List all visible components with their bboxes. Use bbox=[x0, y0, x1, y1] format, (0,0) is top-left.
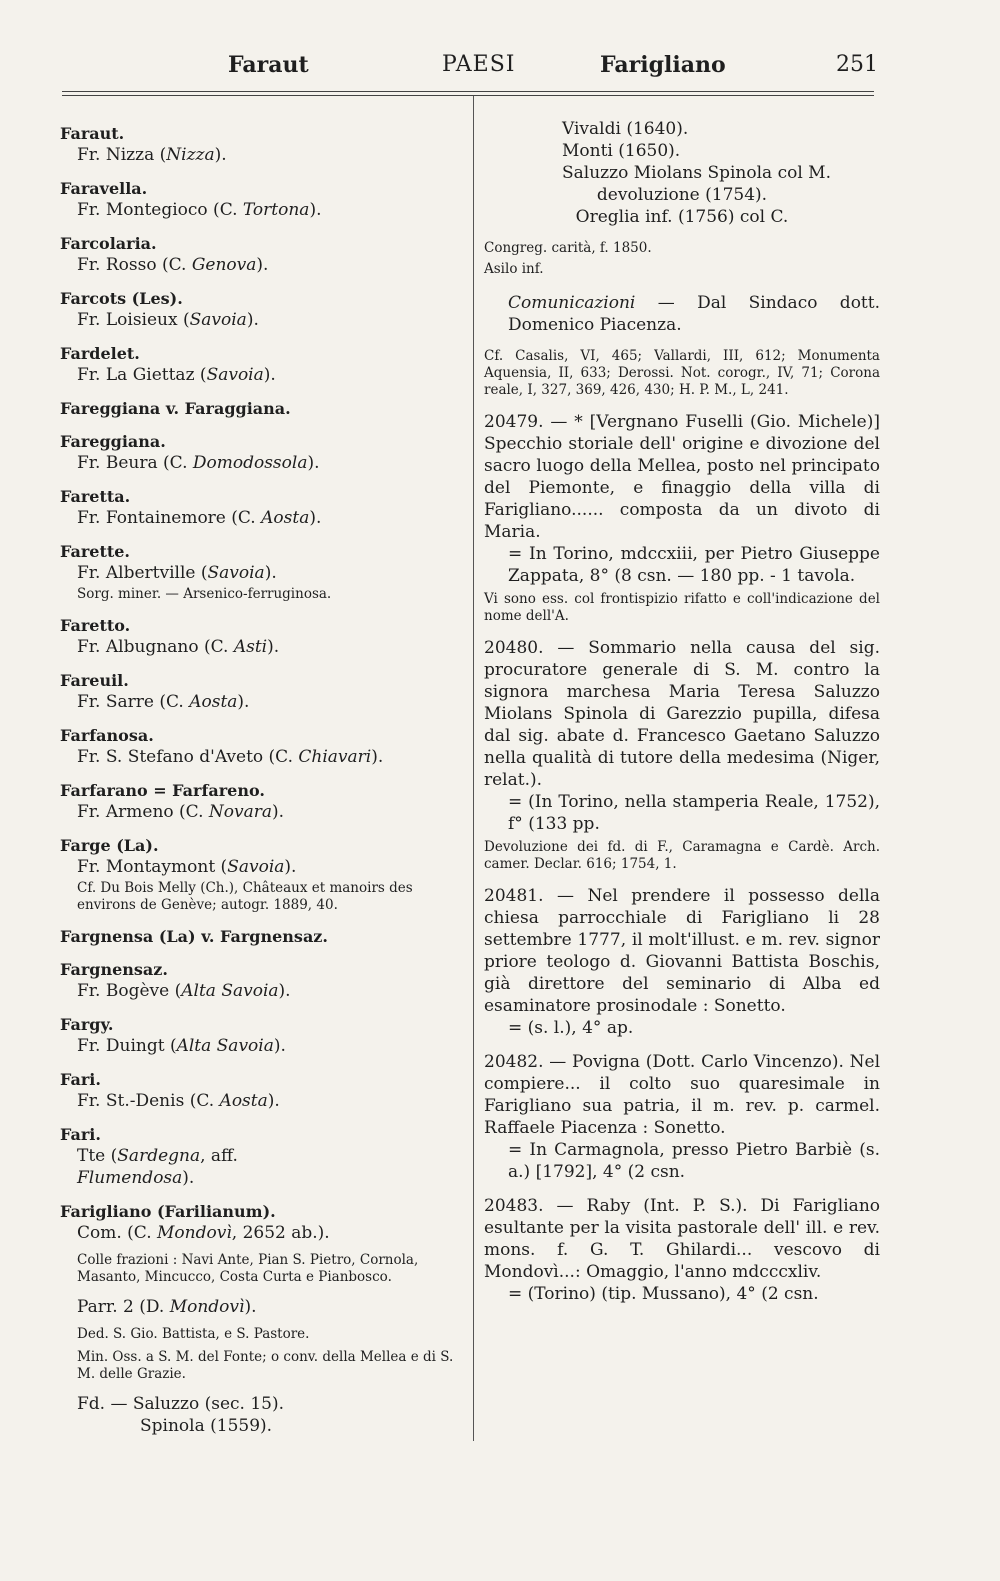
left-column bbox=[60, 124, 468, 1450]
entry-head: Farette. bbox=[60, 542, 130, 561]
item-number: 20483. bbox=[484, 1196, 544, 1216]
entry-line: Fr. Fontainemore (C. Aosta). bbox=[77, 508, 322, 528]
asilo: Asilo inf. bbox=[484, 261, 544, 277]
item-description: — * [Vergnano Fuselli (Gio. Michele)] Specchio storiale dell' origine e divozione del sacro luogo della Mellea, posto nel principato del Piemonte, e finaggio della villa di Farigliano...... composta da un divoto di Maria. bbox=[484, 412, 881, 542]
entry-line: Fr. St.-Denis (C. Aosta). bbox=[77, 1091, 280, 1111]
entry-line: Fr. Montaymont (Savoia). bbox=[77, 857, 297, 877]
congregazione: Congreg. carità, f. 1850. bbox=[484, 240, 652, 256]
entry-head: Fareuil. bbox=[60, 671, 129, 690]
gazetteer-entry bbox=[60, 927, 468, 947]
entry-head: Fari. bbox=[60, 1125, 101, 1144]
entry-head: Faraut. bbox=[60, 124, 125, 143]
header-left-term: Faraut bbox=[228, 52, 309, 78]
entry-line: Fr. Duingt (Alta Savoia). bbox=[77, 1036, 286, 1056]
item-number: 20480. bbox=[484, 638, 544, 658]
gazetteer-entry bbox=[60, 960, 468, 1002]
gazetteer-entry bbox=[60, 836, 468, 914]
entry-head: Faravella. bbox=[60, 179, 148, 198]
gazetteer-entry bbox=[60, 726, 468, 768]
entry-head: Farge (La). bbox=[60, 836, 159, 855]
entry-line: Fr. Sarre (C. Aosta). bbox=[77, 692, 250, 712]
gazetteer-entries bbox=[60, 124, 468, 1189]
item-text bbox=[484, 885, 880, 1017]
bibliographic-reference: Cf. Casalis, VI, 465; Vallardi, III, 612; Monumenta Aquensia, II, 633; Derossi. Not. corogr., IV, 71; Corona reale, I, 327, 369, 426, 430; H. P. M., L, 241. bbox=[484, 348, 880, 398]
item-text bbox=[484, 1195, 880, 1283]
entry-head: Fardelet. bbox=[60, 344, 140, 363]
entry-head: Fargnensaz. bbox=[60, 960, 168, 979]
entry-line: Fr. Bogève (Alta Savoia). bbox=[77, 981, 291, 1001]
entry-head: Fargnensa (La) v. Fargnensaz. bbox=[60, 927, 328, 946]
gazetteer-entry bbox=[60, 344, 468, 386]
item-description: — Sommario nella causa del sig. procuratore generale di S. M. contro la signora marchesa Maria Teresa Saluzzo Miolans Spinola di Garezzio pupilla, difesa dal sig. abate d. Francesco Gaetano Saluzzo nella qualità di tutore della medesima (Niger, relat.). bbox=[484, 638, 880, 790]
entry-line: Fr. Rosso (C. Genova). bbox=[77, 255, 269, 275]
gazetteer-entry bbox=[60, 1015, 468, 1057]
comunicazioni bbox=[484, 292, 880, 336]
comunicazioni-label: Comunicazioni bbox=[508, 293, 636, 313]
entry-frazioni: Colle frazioni : Navi Ante, Pian S. Pietro, Cornola, Masanto, Mincucco, Costa Curta e Pianbosco. bbox=[77, 1252, 419, 1285]
entry-farigliano bbox=[60, 1202, 468, 1437]
entry-note: Sorg. miner. — Arsenico-ferruginosa. bbox=[77, 586, 332, 602]
column-divider bbox=[473, 96, 474, 1441]
item-number: 20482. bbox=[484, 1052, 544, 1072]
entry-line: Flumendosa). bbox=[77, 1168, 195, 1188]
entry-head: Fareggiana. bbox=[60, 432, 166, 451]
entry-com-line: Com. (C. Mondovì, 2652 ab.). bbox=[77, 1223, 330, 1243]
item-imprint: = In Torino, mdccxiii, per Pietro Giuseppe Zappata, 8° (8 csn. — 180 pp. - 1 tavola. bbox=[508, 544, 880, 586]
entry-head: Farcots (Les). bbox=[60, 289, 183, 308]
entry-head: Fareggiana v. Faraggiana. bbox=[60, 399, 291, 418]
page-number: 251 bbox=[836, 52, 878, 77]
entry-feudo-2: Spinola (1559). bbox=[140, 1416, 273, 1436]
feudatario-line: Monti (1650). bbox=[562, 141, 681, 161]
feudatario-line: Oreglia inf. (1756) col C. bbox=[575, 207, 789, 227]
item-text bbox=[484, 411, 880, 543]
catalogue-item bbox=[484, 411, 880, 625]
gazetteer-entry bbox=[60, 399, 468, 419]
entry-line: Tte (Sardegna, aff. bbox=[77, 1146, 238, 1166]
feudatario-line: devoluzione (1754). bbox=[596, 185, 768, 205]
item-note: Vi sono ess. col frontispizio rifatto e coll'indicazione del nome dell'A. bbox=[484, 591, 880, 624]
item-description: — Povigna (Dott. Carlo Vincenzo). Nel compiere... il colto suo quaresimale in Farigliano sua patria, il m. rev. p. carmel. Raffaele Piacenza : Sonetto. bbox=[484, 1052, 881, 1138]
item-imprint: = In Carmagnola, presso Pietro Barbiè (s. a.) [1792], 4° (2 csn. bbox=[508, 1140, 880, 1182]
header-rule bbox=[62, 91, 874, 92]
gazetteer-entry bbox=[60, 234, 468, 276]
gazetteer-entry bbox=[60, 1070, 468, 1112]
entry-line: Fr. Albugnano (C. Asti). bbox=[77, 637, 280, 657]
catalogue-items bbox=[484, 411, 880, 1305]
entry-line: Fr. Loisieux (Savoia). bbox=[77, 310, 259, 330]
entry-line: Fr. Nizza (Nizza). bbox=[77, 145, 227, 165]
feudatari-list bbox=[484, 118, 880, 228]
item-description: — Nel prendere il possesso della chiesa parrocchiale di Farigliano li 28 settembre 1777, il molt'illust. e m. rev. signor priore teologo d. Giovanni Battista Boschis, già direttore del seminario di Alba ed esaminatore prosinodale : Sonetto. bbox=[484, 886, 880, 1016]
item-description: — Raby (Int. P. S.). Di Farigliano esultante per la visita pastorale dell' ill. e rev. mons. f. G. T. Ghilardi... vescovo di Mondovì...: Omaggio, l'anno mdcccxliv. bbox=[484, 1196, 880, 1282]
entry-head: Faretto. bbox=[60, 616, 131, 635]
entry-parr-line: Parr. 2 (D. Mondovì). bbox=[77, 1297, 257, 1317]
catalogue-item bbox=[484, 885, 880, 1039]
entry-line: Fr. Albertville (Savoia). bbox=[77, 563, 277, 583]
entry-line: Fr. Armeno (C. Novara). bbox=[77, 802, 285, 822]
gazetteer-entry bbox=[60, 671, 468, 713]
item-note: Devoluzione dei fd. di F., Caramagna e Cardè. Arch. camer. Declar. 616; 1754, 1. bbox=[484, 839, 880, 872]
entry-line: Fr. Beura (C. Domodossola). bbox=[77, 453, 320, 473]
entry-head: Farfarano = Farfareno. bbox=[60, 781, 265, 800]
feudatario-line: Saluzzo Miolans Spinola col M. bbox=[562, 163, 831, 183]
header-rule-2 bbox=[62, 95, 874, 96]
item-number: 20479. bbox=[484, 412, 544, 432]
entry-feudo-1: Fd. — Saluzzo (sec. 15). bbox=[77, 1394, 285, 1414]
catalogue-item bbox=[484, 1051, 880, 1183]
gazetteer-entry bbox=[60, 289, 468, 331]
entry-line: Fr. La Giettaz (Savoia). bbox=[77, 365, 276, 385]
gazetteer-entry bbox=[60, 487, 468, 529]
catalogue-item bbox=[484, 1195, 880, 1305]
item-imprint: = (Torino) (tip. Mussano), 4° (2 csn. bbox=[508, 1284, 819, 1304]
header-section: PAESI bbox=[442, 52, 516, 77]
entry-line: Fr. Montegioco (C. Tortona). bbox=[77, 200, 322, 220]
item-text bbox=[484, 1051, 880, 1139]
item-number: 20481. bbox=[484, 886, 544, 906]
comunicazioni-text: — Dal Sindaco dott. Domenico Piacenza. bbox=[508, 293, 880, 335]
entry-head: Faretta. bbox=[60, 487, 131, 506]
entry-note: Cf. Du Bois Melly (Ch.), Châteaux et manoirs des environs de Genève; autogr. 1889, 40. bbox=[77, 880, 413, 913]
gazetteer-entry bbox=[60, 179, 468, 221]
header-right-term: Farigliano bbox=[600, 52, 726, 78]
entry-head: Fargy. bbox=[60, 1015, 114, 1034]
entry-dedication: Ded. S. Gio. Battista, e S. Pastore. bbox=[77, 1326, 310, 1342]
gazetteer-entry bbox=[60, 542, 468, 603]
gazetteer-entry bbox=[60, 124, 468, 166]
gazetteer-entry bbox=[60, 432, 468, 474]
entry-head: Farcolaria. bbox=[60, 234, 157, 253]
gazetteer-entry bbox=[60, 1125, 468, 1189]
catalogue-item bbox=[484, 637, 880, 873]
item-imprint: = (In Torino, nella stamperia Reale, 1752), f° (133 pp. bbox=[508, 792, 880, 834]
gazetteer-entry bbox=[60, 781, 468, 823]
entry-line: Fr. S. Stefano d'Aveto (C. Chiavari). bbox=[77, 747, 384, 767]
running-header bbox=[0, 52, 1000, 92]
gazetteer-entry bbox=[60, 616, 468, 658]
entry-head: Farfanosa. bbox=[60, 726, 154, 745]
right-column bbox=[484, 118, 880, 1317]
feudatario-line: Vivaldi (1640). bbox=[562, 119, 689, 139]
entry-head: Fari. bbox=[60, 1070, 101, 1089]
entry-head: Farigliano (Farilianum). bbox=[60, 1202, 276, 1221]
item-text bbox=[484, 637, 880, 791]
entry-minori: Min. Oss. a S. M. del Fonte; o conv. della Mellea e di S. M. delle Grazie. bbox=[77, 1349, 454, 1382]
item-imprint: = (s. l.), 4° ap. bbox=[508, 1018, 634, 1038]
